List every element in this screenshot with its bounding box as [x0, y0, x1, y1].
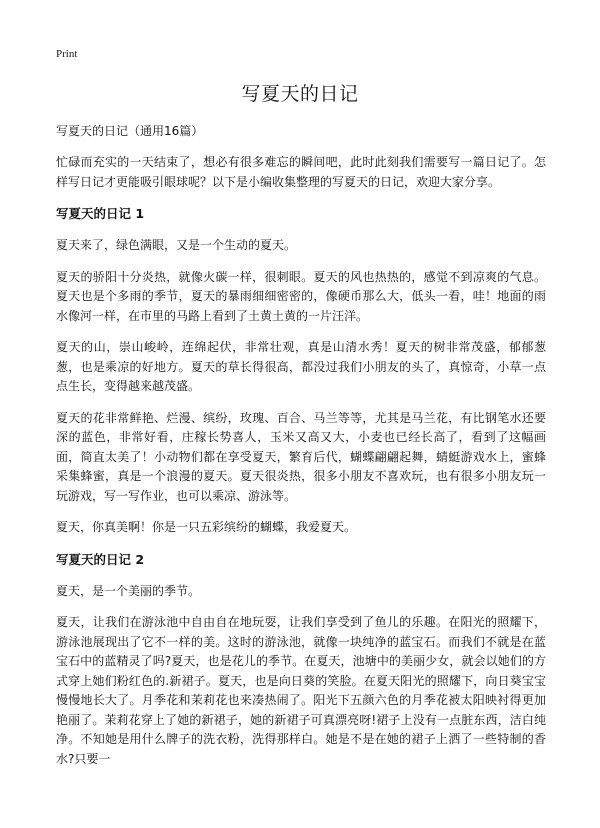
document-body [56, 121, 546, 781]
print-link[interactable]: Print [56, 48, 78, 60]
section-heading: 写夏天的日记 1 [56, 206, 145, 221]
paragraph: 夏天，是一个美丽的季节。 [56, 583, 201, 598]
intro-paragraph: 忙碌而充实的一天结束了，想必有很多难忘的瞬间吧，此时此刻我们需要写一篇日记了。怎样写日记才更能吸引眼球呢？以下是小编收集整理的写夏天的日记，欢迎大家分享。 [56, 155, 546, 189]
paragraph: 夏天的花非常鲜艳、烂漫、缤纷，玫瑰、百合、马兰等等，尤其是马兰花，有比钢笔水还要深的蓝色，非常好看，庄稼长势喜人，玉米又高又大，小麦也已经长高了，看到了这幅画面，简直太美了！小动物们都在享受夏天，繁育后代，蝴蝶翩翩起舞，蜻蜓游戏水上，蜜蜂采集蜂蜜，真是一个浪漫的夏天。夏天很炎热，很多小朋友不喜欢玩，也有很多小朋友玩一玩游戏，写一写作业，也可以乘凉、游泳等。 [56, 410, 546, 503]
page-title: 写夏天的日记 [241, 83, 359, 105]
paragraph: 夏天的骄阳十分炎热，就像火碳一样，很刺眼。夏天的风也热热的，感觉不到凉爽的气息。夏天也是个多雨的季节，夏天的暴雨细细密密的，像硬币那么大，低头一看，哇！地面的雨水像河一样，在市里的马路上看到了土黄土黄的一片汪洋。 [56, 269, 546, 323]
document-subtitle: 写夏天的日记（通用16篇） [56, 124, 204, 138]
paragraph: 夏天，你真美啊！你是一只五彩缤纷的蝴蝶，我爱夏天。 [56, 520, 357, 534]
section-heading: 写夏天的日记 2 [56, 551, 145, 567]
paragraph: 夏天的山，崇山峻岭，连绵起伏，非常壮观，真是山清水秀！夏天的树非常茂盛，郁郁葱葱，也是乘凉的好地方。夏天的草长得很高，都没过我们小朋友的头了，真惊奇，小草一点点生长，变得越来越茂盛。 [56, 340, 546, 393]
paragraph: 夏天，让我们在游泳池中自由自在地玩耍，让我们享受到了鱼儿的乐趣。在阳光的照耀下，游泳池展现出了它不一样的美。这时的游泳池，就像一块纯净的蓝宝石。而我们不就是在蓝宝石中的蓝精灵了吗?夏天，也是花儿的季节。在夏天，池塘中的美丽少女，就会以她们的方式穿上她们粉红色的.新裙子。夏天，也是向日葵的笑脸。在夏天阳光的照耀下，向日葵宝宝慢慢地长大了。月季花和茉莉花也来凑热闹了。阳光下五颜六色的月季花被太阳映衬得更加艳丽了。茉莉花穿上了她的新裙子，她的新裙子可真漂亮呀!裙子上没有一点脏东西，洁白纯净。不知她是用什么牌子的洗衣粉，洗得那样白。她是不是在她的裙子上洒了一些特制的香水?只要一 [56, 615, 546, 766]
paragraph: 夏天来了，绿色满眼，又是一个生动的夏天。 [56, 238, 297, 252]
